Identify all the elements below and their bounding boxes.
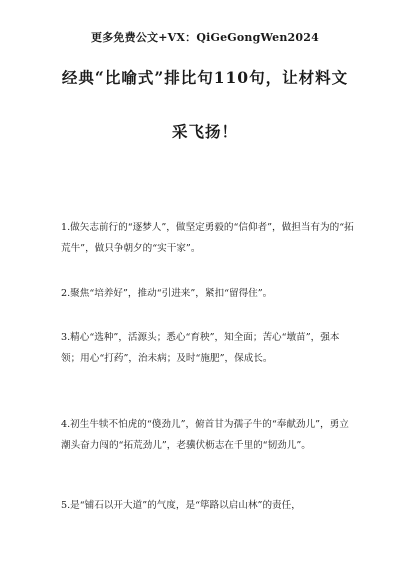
paragraph-1: 1.做矢志前行的“逐梦人”，做坚定勇毅的“信仰者”，做担当有为的“拓荒牛”，做只争朝夕的“实干家”。 (61, 222, 354, 254)
paragraph-4: 4.初生牛犊不怕虎的“傻劲儿”，俯首甘为孺子牛的“奉献劲儿”，勇立潮头奋力闯的“拓荒劲儿”，老骥伏枥志在千里的“韧劲儿”。 (61, 419, 349, 451)
document-title-line-2: 采飞扬！ (171, 122, 238, 141)
paragraph-2: 2.聚焦“培养好”，推动“引进来”，紧扣“留得住”。 (61, 288, 273, 299)
paragraph-5: 5.是“铺石以开大道”的气度，是“筚路以启山林”的责任， (61, 500, 301, 511)
paragraph-3: 3.精心“选种”，活源头；悉心“育秧”，知全面；苦心“墩苗”，强本领；用心“打药”，治未病；及时“施肥”，保成长。 (61, 332, 340, 364)
document-title-line-1: 经典“比喻式”排比句110句，让材料文 (61, 68, 349, 87)
header-contact-line: 更多免费公文+VX：QiGeGongWen2024 (91, 31, 319, 44)
